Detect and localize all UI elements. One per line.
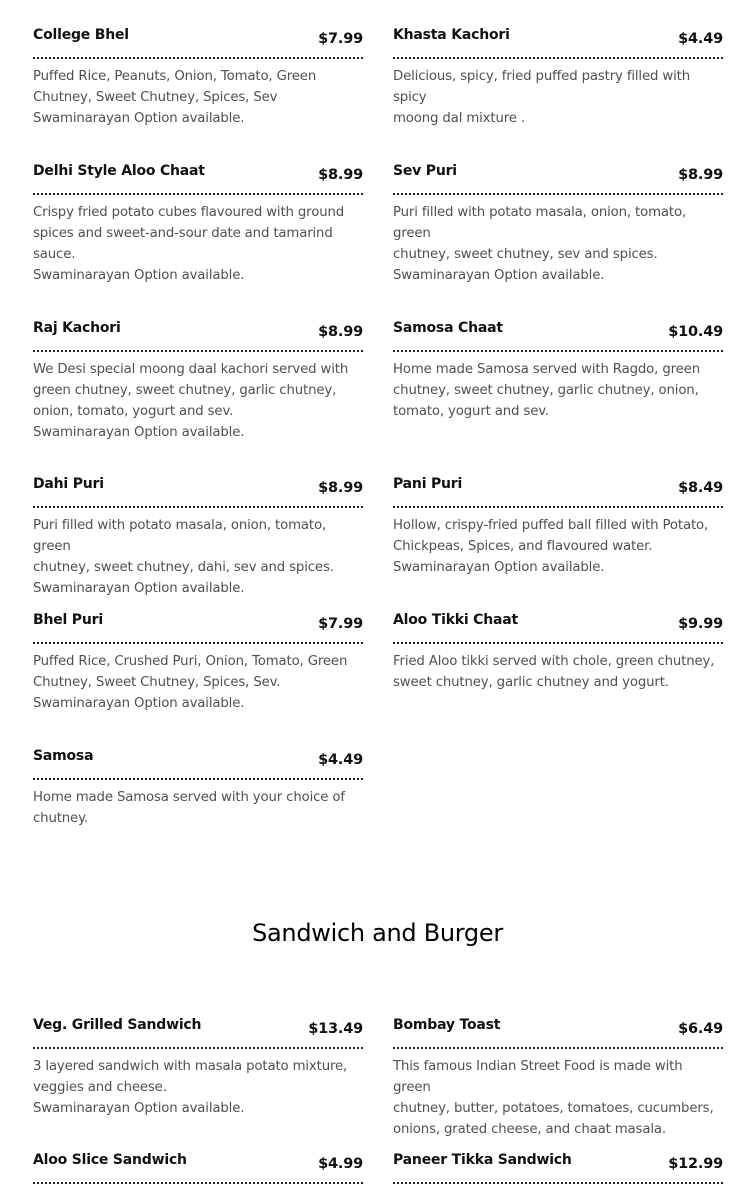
menu-item-description: Hollow, crispy-fried puffed ball filled with Potato, Chickpeas, Spices, and flavoured water. Swaminarayan Option available. <box>393 518 709 575</box>
menu-item-price: $12.99 <box>668 1156 723 1172</box>
menu-item-header <box>33 26 363 59</box>
menu-item <box>393 162 723 319</box>
menu-item-name: Raj Kachori <box>33 320 121 336</box>
menu-item-name: College Bhel <box>33 27 129 43</box>
menu-item-description: 3 layered sandwich with masala potato mixture, veggies and cheese. Swaminarayan Option available. <box>33 1059 348 1116</box>
menu-item-header <box>393 475 723 508</box>
menu-item-name: Aloo Slice Sandwich <box>33 1152 187 1168</box>
menu-item-name: Bombay Toast <box>393 1017 501 1033</box>
menu-item-price: $8.99 <box>678 167 723 183</box>
menu-item-name: Veg. Grilled Sandwich <box>33 1017 202 1033</box>
menu-item-description: Crispy fried potato cubes flavoured with ground spices and sweet-and-sour date and tamarind sauce. Swaminarayan Option available. <box>33 205 345 283</box>
menu-item-description: This famous Indian Street Food is made with green chutney, butter, potatoes, tomatoes, cucumbers, onions, grated cheese, and chaat masala. <box>393 1059 714 1137</box>
menu-item <box>33 162 363 319</box>
menu-item <box>393 611 723 747</box>
menu-item-header <box>33 1016 363 1049</box>
menu-item-header <box>33 611 363 644</box>
menu-item-header <box>393 26 723 59</box>
menu-item-price: $10.49 <box>668 324 723 340</box>
menu-item <box>33 1016 363 1151</box>
menu-item <box>393 1016 723 1151</box>
menu-item <box>33 1151 363 1185</box>
menu-item-name: Sev Puri <box>393 163 457 179</box>
menu-item-price: $4.49 <box>678 31 723 47</box>
menu-item-description: Fried Aloo tikki served with chole, green chutney, sweet chutney, garlic chutney and yogurt. <box>393 654 715 690</box>
menu-item-description: Delicious, spicy, fried puffed pastry filled with spicy moong dal mixture . <box>393 69 690 126</box>
menu-item-name: Delhi Style Aloo Chaat <box>33 163 205 179</box>
menu-item-name: Bhel Puri <box>33 612 103 628</box>
menu-item-name: Paneer Tikka Sandwich <box>393 1152 572 1168</box>
menu-item-header <box>393 1151 723 1184</box>
menu-item-description: We Desi special moong daal kachori served with green chutney, sweet chutney, garlic chutney, onion, tomato, yogurt and sev. Swaminarayan Option available. <box>33 362 349 440</box>
menu-item <box>33 611 363 747</box>
menu-item-description: Puffed Rice, Peanuts, Onion, Tomato, Green Chutney, Sweet Chutney, Spices, Sev Swaminarayan Option available. <box>33 69 317 126</box>
menu-item-price: $8.99 <box>318 480 363 496</box>
menu-item-description: Home made Samosa served with your choice of chutney. <box>33 790 345 826</box>
menu-item-price: $7.99 <box>318 616 363 632</box>
menu-item-price: $8.49 <box>678 480 723 496</box>
menu-item-price: $7.99 <box>318 31 363 47</box>
menu-item-description: Puri filled with potato masala, onion, tomato, green chutney, sweet chutney, dahi, sev and spices. Swaminarayan Option available. <box>33 518 334 596</box>
menu-item <box>33 747 363 847</box>
menu-item-price: $9.99 <box>678 616 723 632</box>
section-title: Sandwich and Burger <box>252 919 503 947</box>
menu-item-name: Samosa <box>33 748 94 764</box>
menu-item-price: $8.99 <box>318 167 363 183</box>
menu-item <box>33 26 363 162</box>
menu-item-name: Khasta Kachori <box>393 27 510 43</box>
menu-item <box>33 319 363 475</box>
menu-item-description: Home made Samosa served with Ragdo, green chutney, sweet chutney, garlic chutney, onion, tomato, yogurt and sev. <box>393 362 700 419</box>
sandwich-menu-grid <box>33 1016 723 1185</box>
menu-item-header <box>393 162 723 195</box>
menu-item-header <box>33 475 363 508</box>
menu-item-name: Dahi Puri <box>33 476 104 492</box>
menu-item-price: $4.99 <box>318 1156 363 1172</box>
menu-item-name: Samosa Chaat <box>393 320 503 336</box>
menu-item <box>393 26 723 162</box>
menu-item-header <box>33 1151 363 1184</box>
menu-item <box>393 319 723 475</box>
menu-item <box>393 475 723 611</box>
menu-item <box>393 1151 723 1185</box>
menu-item-price: $13.49 <box>308 1021 363 1037</box>
menu-item-price: $6.49 <box>678 1021 723 1037</box>
menu-item-header <box>393 319 723 352</box>
menu-item-price: $8.99 <box>318 324 363 340</box>
menu-item-header <box>33 747 363 780</box>
menu-item-price: $4.49 <box>318 752 363 768</box>
menu-item <box>33 475 363 611</box>
menu-item-header <box>393 1016 723 1049</box>
menu-item-name: Pani Puri <box>393 476 463 492</box>
menu-item-name: Aloo Tikki Chaat <box>393 612 519 628</box>
menu-item-header <box>393 611 723 644</box>
chaat-menu-grid <box>33 26 723 847</box>
menu-item-description: Puffed Rice, Crushed Puri, Onion, Tomato, Green Chutney, Sweet Chutney, Spices, Sev. Swaminarayan Option available. <box>33 654 348 711</box>
menu-item-header <box>33 319 363 352</box>
menu-item-header <box>33 162 363 195</box>
menu-item-description: Puri filled with potato masala, onion, tomato, green chutney, sweet chutney, sev and spices. Swaminarayan Option available. <box>393 205 687 283</box>
